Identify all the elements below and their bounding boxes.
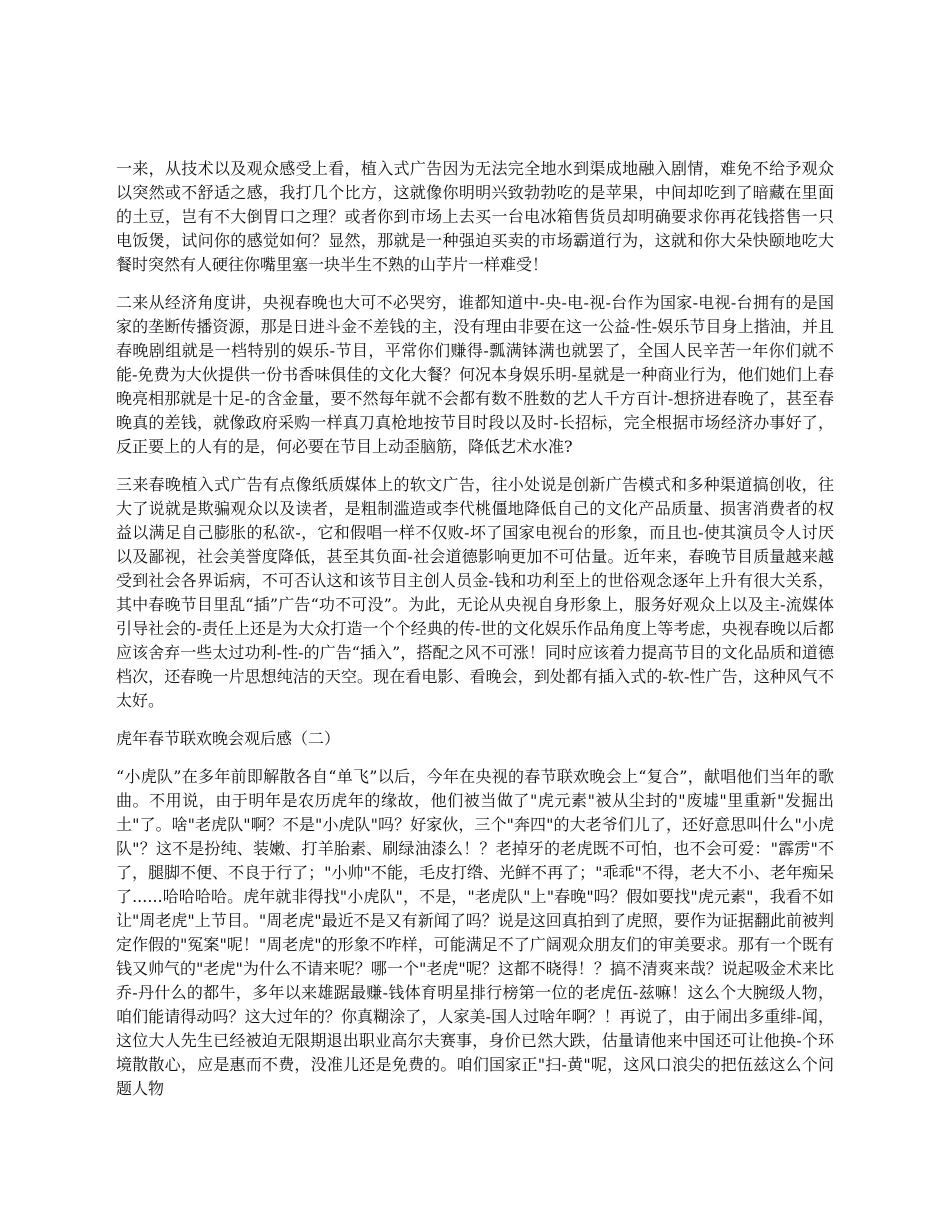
- paragraph-2: 二来从经济角度讲，央视春晚也大可不必哭穷，谁都知道中-央-电-视-台作为国家-电视-台拥有的是国家的垄断传播资源，那是日进斗金不差钱的主，没有理由非要在这一公益-性-娱乐节目身上揩油，并且春晚剧组就是一档特别的娱乐-节目，平常你们赚得-瓢满钵满也就罢了，全国人民辛苦一年你们就不能-免费为大伙提供一份书香味俱佳的文化大餐？何况本身娱乐明-星就是一种商业行为，他们她们上春晚亮相那就是十足-的含金量，要不然每年就不会都有数不胜数的艺人千方百计-想挤进春晚了，甚至春晚真的差钱，就像政府采购一样真刀真枪地按节目时段以及时-长招标，完全根据市场经济办事好了，反正要上的人有的是，何必要在节目上动歪脑筋，降低艺术水准?: [116, 293, 834, 456]
- section-heading: 虎年春节联欢晚会观后感（二）: [116, 729, 341, 748]
- paragraph-3: 三来春晚植入式广告有点像纸质媒体上的软文广告，往小处说是创新广告模式和多种渠道搞创收，往大了说就是欺骗观众以及读者，是粗制滥造或李代桃僵地降低自己的文化产品质量、损害消费者的权益以满足自己膨胀的私欲-，它和假唱一样不仅败-坏了国家电视台的形象，而且也-使其演员令人讨厌以及鄙视，社会美誉度降低，甚至其负面-社会道德影响更加不可估量。近年来，春晚节目质量越来越受到社会各界诟病，不可否认这和该节目主创人员金-钱和功利至上的世俗观念逐年上升有很大关系，其中春晚节目里乱“插”广告“功不可没”。为此，无论从央视自身形象上，服务好观众上以及主-流媒体引导社会的-责任上还是为大众打造一个个经典的传-世的文化娱乐作品角度上等考虑，央视春晚以后都应该舍弃一些太过功利-性-的广告“插入”，搭配之风不可涨！同时应该着力提高节目的文化品质和道德档次，还春晚一片思想纯洁的天空。现在看电影、看晚会，到处都有插入式的-软-性广告，这种风气不太好。: [116, 475, 834, 710]
- document-body: [116, 157, 834, 1115]
- paragraph-4: “小虎队”在多年前即解散各自“单飞”以后，今年在央视的春节联欢晚会上“复合”，献唱他们当年的歌曲。不用说，由于明年是农历虎年的缘故，他们被当做了"虎元素"被从尘封的"废墟"里重新"发掘出土"了。啥"老虎队"啊？不是"小虎队"吗？好家伙，三个"奔四"的大老爷们儿了，还好意思叫什么"小虎队"？这不是扮纯、装嫩、打羊胎素、刷绿油漆么！？老掉牙的老虎既不可怕，也不会可爱："霹雳"不了，腿脚不便、不良于行了；"小帅"不能，毛皮打绺、光鲜不再了；"乖乖"不得，老大不小、老年痴呆了......哈哈哈哈。虎年就非得找"小虎队"，不是，"老虎队"上"春晚"吗？假如要找"虎元素"，我看不如让"周老虎"上节目。"周老虎"最近不是又有新闻了吗？说是这回真拍到了虎照，要作为证据翻此前被判定作假的"冤案"呢！"周老虎"的形象不咋样，可能满足不了广阔观众朋友们的审美要求。那有一个既有钱又帅气的"老虎"为什么不请来呢？哪一个"老虎"呢？这都不晓得！？搞不清爽来哉？说起吸金术来比乔-丹什么的都牛，多年以来雄踞最赚-钱体育明星排行榜第一位的老虎伍-兹嘛！这么个大腕级人物，咱们能请得动吗？这大过年的？你真糊涂了，人家美-国人过啥年啊？！再说了，由于闹出多重绯-闻，这位大人先生已经被迫无限期退出职业高尔夫赛事，身价已然大跌，估量请他来中国还可让他换-个环境散散心，应是惠而不费，没准儿还是免费的。咱们国家正"扫-黄"呢，这风口浪尖的把伍兹这么个问题人物: [116, 767, 834, 1098]
- paragraph-1: 一来，从技术以及观众感受上看，植入式广告因为无法完全地水到渠成地融入剧情，难免不给予观众以突然或不舒适之感，我打几个比方，这就像你明明兴致勃勃吃的是苹果，中间却吃到了暗藏在里面的土豆，岂有不大倒胃口之理？或者你到市场上去买一台电冰箱售货员却明确要求你再花钱搭售一只电饭煲，试问你的感觉如何？显然，那就是一种强迫买卖的市场霸道行为，这就和你大朵快颐地吃大餐时突然有人硬往你嘴里塞一块半生不熟的山芋片一样难受！: [116, 159, 834, 274]
